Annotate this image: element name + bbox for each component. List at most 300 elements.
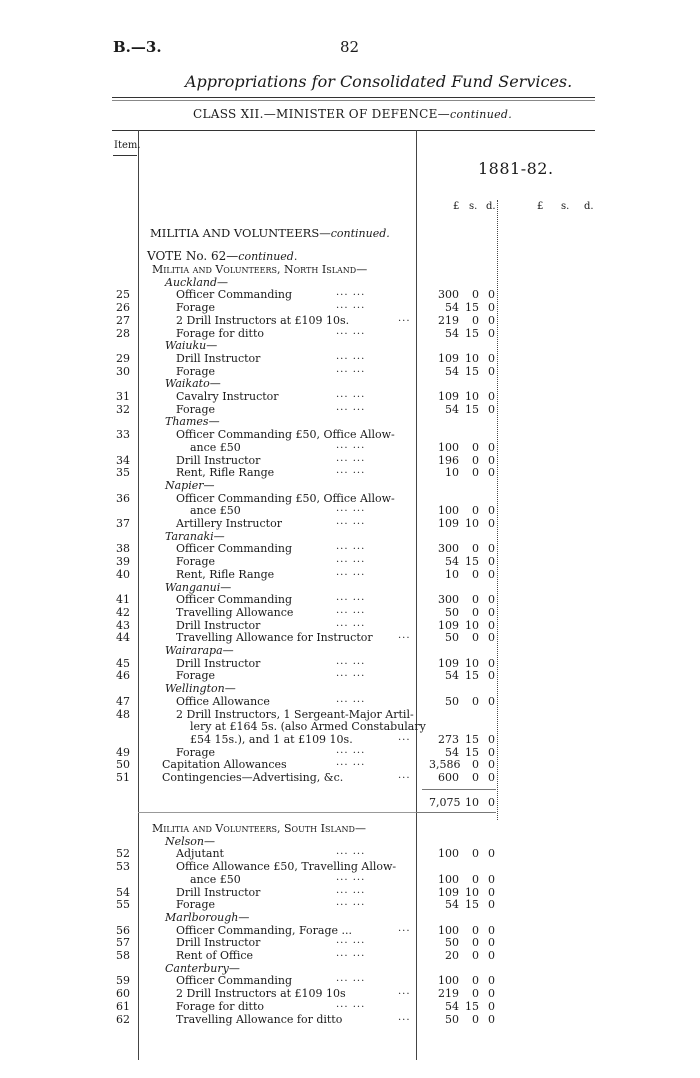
amount <box>420 987 495 1000</box>
item-description: Forage <box>176 555 216 569</box>
amount-shillings: 15 <box>465 364 479 378</box>
leader-dots: ... ... <box>336 948 366 959</box>
leader-dots: ... ... <box>336 503 366 515</box>
amount-pence: 0 <box>488 732 495 746</box>
item-description: Capitation Allowances <box>162 758 287 772</box>
subheading: Waiuku— <box>165 339 218 353</box>
leader-dots: ... ... <box>336 973 366 985</box>
leader-dots: ... ... <box>336 617 366 629</box>
amount-pounds: 54 <box>445 301 459 315</box>
amount <box>420 657 495 670</box>
item-number: 46 <box>116 669 130 683</box>
page-title: Appropriations for Consolidated Fund Services. <box>185 72 573 91</box>
item-description: Forage <box>176 402 216 416</box>
amount <box>420 301 495 314</box>
item-number: 33 <box>116 428 130 442</box>
item-description: Drill Instructor <box>176 885 261 899</box>
item-number: 56 <box>116 923 130 937</box>
currency-pounds: £ <box>453 201 460 212</box>
leader-dots: ... ... <box>336 846 366 858</box>
amount-pence: 0 <box>488 555 495 569</box>
item-description: Officer Commanding £50, Office Allow- <box>176 428 395 442</box>
amount-pence: 0 <box>488 466 495 480</box>
leader-dots: ... ... <box>336 566 366 578</box>
amount-shillings: 15 <box>465 402 479 416</box>
leader-dots: ... <box>398 770 411 781</box>
amount-pounds: 109 <box>438 517 459 530</box>
leader-dots: ... ... <box>336 655 366 667</box>
leader-dots: ... ... <box>336 401 366 413</box>
subheading: Wanganui— <box>165 580 232 594</box>
amount-pounds: 54 <box>445 364 459 378</box>
amount-pounds: 54 <box>445 745 459 759</box>
subheading: Militia and Volunteers, South Island— <box>152 822 366 835</box>
amount <box>420 886 495 899</box>
document-reference: B.—3. <box>113 38 162 56</box>
amount-pounds: 196 <box>438 453 459 467</box>
amount-pounds: 20 <box>445 949 459 962</box>
leader-dots: ... ... <box>336 465 366 477</box>
item-number: 42 <box>116 605 130 619</box>
class-heading: CLASS XII.—MINISTER OF DEFENCE—continued. <box>193 107 513 121</box>
subheading: Nelson— <box>165 834 216 848</box>
amount-shillings: 15 <box>465 732 479 746</box>
item-number: 61 <box>116 999 130 1013</box>
item-description: Drill Instructor <box>176 351 261 365</box>
amount-shillings: 15 <box>465 745 479 759</box>
item-number: 58 <box>116 949 130 962</box>
amount <box>420 327 495 340</box>
amount-shillings: 10 <box>465 517 479 530</box>
subheading: Auckland— <box>165 275 229 289</box>
leader-dots: ... ... <box>336 668 366 680</box>
amount <box>420 771 495 784</box>
leader-dots: ... ... <box>336 935 366 947</box>
leader-dots: ... ... <box>336 604 366 616</box>
item-number: 55 <box>116 898 130 912</box>
title-rule <box>112 97 595 98</box>
amount-shillings: 0 <box>472 631 479 645</box>
amount-pounds: 50 <box>445 605 459 619</box>
amount-pence: 0 <box>488 936 495 950</box>
amount-pounds: 300 <box>438 542 459 556</box>
amount-pence: 0 <box>488 872 495 886</box>
amount-shillings: 0 <box>472 466 479 480</box>
amount-pence: 0 <box>488 593 495 607</box>
amount-pounds: 10 <box>445 466 459 480</box>
amount <box>420 517 495 530</box>
amount <box>420 631 495 644</box>
leader-dots: ... ... <box>336 693 366 705</box>
item-description: Officer Commanding <box>176 974 293 988</box>
amount-pence: 0 <box>488 402 495 416</box>
amount-pounds: 100 <box>438 504 459 518</box>
leader-dots: ... ... <box>336 439 366 451</box>
subheading: Marlborough— <box>165 910 250 924</box>
item-number: 59 <box>116 974 130 988</box>
amount-pence: 0 <box>488 618 495 632</box>
leader-dots: ... ... <box>336 452 366 464</box>
leader-dots: ... ... <box>336 325 366 337</box>
amount-shillings: 0 <box>472 987 479 1001</box>
amount-shillings: 0 <box>472 1012 479 1026</box>
amount-pounds: 273 <box>438 732 459 746</box>
leader-dots: ... ... <box>336 592 366 604</box>
page-number: 82 <box>340 38 360 56</box>
item-description: Forage <box>176 745 216 759</box>
amount-pence: 0 <box>488 351 495 365</box>
item-description: Travelling Allowance for Instructor <box>176 631 373 645</box>
item-description: Forage <box>176 301 216 315</box>
amount-pence: 0 <box>488 885 495 899</box>
leader-dots: ... ... <box>336 744 366 756</box>
currency-shillings-2: s. <box>561 201 570 212</box>
amount <box>420 504 495 517</box>
amount-pounds: 109 <box>438 351 459 365</box>
amount-pounds: 300 <box>438 288 459 302</box>
amount-pence: 0 <box>488 745 495 759</box>
amount-pence: 0 <box>488 517 495 530</box>
item-number: 51 <box>116 771 130 784</box>
item-description: Forage <box>176 669 216 683</box>
amount <box>420 924 495 937</box>
amount-pounds: 109 <box>438 618 459 632</box>
item-description: Office Allowance £50, Travelling Allow- <box>176 860 397 874</box>
item-description: Officer Commanding <box>176 593 293 607</box>
item-description: Drill Instructor <box>176 656 261 670</box>
amount-pence: 0 <box>488 694 495 708</box>
amount-pounds: 54 <box>445 898 459 912</box>
amount-pence: 0 <box>488 453 495 467</box>
amount-shillings: 0 <box>472 453 479 467</box>
item-description: Forage <box>176 898 216 912</box>
amount-shillings: 15 <box>465 301 479 315</box>
amount-shillings: 15 <box>465 898 479 912</box>
amount-shillings: 0 <box>472 758 479 772</box>
leader-dots: ... ... <box>336 897 366 909</box>
amount-pounds: 50 <box>445 694 459 708</box>
amount-pounds: 100 <box>438 974 459 988</box>
amount <box>420 758 495 771</box>
leader-dots: ... ... <box>336 363 366 375</box>
amount-pounds: 54 <box>445 669 459 683</box>
amount <box>420 555 495 568</box>
item-number: 26 <box>116 301 130 315</box>
amount <box>420 403 495 416</box>
currency-pounds-2: £ <box>537 201 544 212</box>
amount <box>420 746 495 759</box>
amount-pounds: 100 <box>438 923 459 937</box>
subheading: Wairarapa— <box>165 644 234 657</box>
item-description: Contingencies—Advertising, &c. <box>162 771 344 784</box>
amount-shillings: 0 <box>472 923 479 937</box>
amount-pence: 0 <box>488 605 495 619</box>
amount <box>420 974 495 987</box>
amount-pence: 0 <box>488 364 495 378</box>
amount-column-rule-right <box>497 200 498 820</box>
amount-shillings: 10 <box>465 390 479 403</box>
amount <box>420 936 495 949</box>
section-divider <box>138 812 416 813</box>
leader-dots: ... ... <box>336 516 366 527</box>
item-column-header: Item. <box>114 140 141 151</box>
item-number: 43 <box>116 618 130 632</box>
leader-dots: ... ... <box>336 554 366 566</box>
amount-shillings: 0 <box>472 949 479 962</box>
amount <box>420 1000 495 1013</box>
amount <box>420 873 495 886</box>
amount-pounds: 54 <box>445 402 459 416</box>
amount-pounds: 219 <box>438 987 459 1001</box>
amount-shillings: 0 <box>472 542 479 556</box>
amount-shillings: 15 <box>465 669 479 683</box>
item-description: 2 Drill Instructors, 1 Sergeant-Major Artil- <box>176 707 414 721</box>
subheading: Napier— <box>165 478 215 492</box>
item-description: Drill Instructor <box>176 936 261 950</box>
subheading: Wellington— <box>165 682 236 696</box>
leader-dots: ... ... <box>336 998 366 1010</box>
amount-shillings: 0 <box>472 605 479 619</box>
item-description: Rent, Rifle Range <box>176 466 275 480</box>
item-number: 54 <box>116 885 130 899</box>
leader-dots: ... <box>398 1011 411 1023</box>
amount-shillings: 15 <box>465 326 479 340</box>
leader-dots: ... ... <box>336 389 366 400</box>
amount <box>420 365 495 378</box>
item-description: 2 Drill Instructors at £109 10s <box>176 987 346 1001</box>
total-north-island: 7,075 10 0 <box>429 796 495 809</box>
item-number: 60 <box>116 987 130 1001</box>
currency-shillings: s. <box>469 201 478 212</box>
amount-shillings: 0 <box>472 567 479 581</box>
item-description: Officer Commanding, Forage ... <box>176 923 353 937</box>
item-description: £54 15s.), and 1 at £109 10s. <box>190 732 353 746</box>
leader-dots: ... ... <box>336 757 366 769</box>
item-description: 2 Drill Instructors at £109 10s. <box>176 313 350 327</box>
leader-dots: ... <box>398 312 411 324</box>
item-description: ance £50 <box>190 872 241 886</box>
amount <box>420 847 495 860</box>
leader-dots: ... ... <box>336 300 366 312</box>
amount-column-rule <box>416 130 417 1060</box>
amount-pounds: 54 <box>445 326 459 340</box>
amount <box>420 669 495 682</box>
item-description: Artillery Instructor <box>176 517 282 530</box>
amount <box>420 606 495 619</box>
amount-pence: 0 <box>488 542 495 556</box>
item-number: 30 <box>116 364 130 378</box>
total-rule <box>422 789 496 790</box>
leader-dots: ... ... <box>336 871 366 883</box>
item-description: Office Allowance <box>176 694 270 708</box>
subheading: Canterbury— <box>165 961 240 975</box>
amount <box>420 441 495 454</box>
amount <box>420 542 495 555</box>
amount <box>420 619 495 632</box>
item-description: Travelling Allowance <box>176 605 294 619</box>
amount-pence: 0 <box>488 631 495 645</box>
item-description: Drill Instructor <box>176 618 261 632</box>
amount-pence: 0 <box>488 987 495 1001</box>
subheading: Waikato— <box>165 377 221 391</box>
item-description: Officer Commanding £50, Office Allow- <box>176 491 395 505</box>
item-description: Officer Commanding <box>176 542 293 556</box>
item-description: Travelling Allowance for ditto <box>176 1012 343 1026</box>
item-number: 32 <box>116 402 130 416</box>
amount-shillings: 0 <box>472 872 479 886</box>
item-number: 38 <box>116 542 130 556</box>
amount <box>420 288 495 301</box>
amount-shillings: 0 <box>472 974 479 988</box>
item-number: 28 <box>116 326 130 340</box>
amount <box>420 454 495 467</box>
item-header-underline <box>113 155 137 156</box>
amount-shillings: 0 <box>472 771 479 784</box>
item-description: Officer Commanding <box>176 288 293 302</box>
amount-shillings: 15 <box>465 999 479 1013</box>
amount-pounds: 50 <box>445 936 459 950</box>
amount-pence: 0 <box>488 504 495 518</box>
leader-dots: ... <box>398 731 411 743</box>
amount-shillings: 10 <box>465 656 479 670</box>
item-number: 31 <box>116 390 130 403</box>
amount-shillings: 0 <box>472 288 479 302</box>
item-description: lery at £164 5s. (also Armed Constabulary <box>190 720 426 734</box>
amount-pence: 0 <box>488 390 495 403</box>
amount-pounds: 100 <box>438 847 459 861</box>
amount <box>420 695 495 708</box>
amount-pence: 0 <box>488 656 495 670</box>
item-description: Rent of Office <box>176 949 254 962</box>
leader-dots: ... ... <box>336 884 366 896</box>
item-number: 45 <box>116 656 130 670</box>
subheading: Militia and Volunteers, North Island— <box>152 263 368 276</box>
item-number: 50 <box>116 758 130 772</box>
amount-shillings: 15 <box>465 555 479 569</box>
item-number: 39 <box>116 555 130 569</box>
subheading: Taranaki— <box>165 529 225 543</box>
item-description: Forage <box>176 364 216 378</box>
amount-shillings: 0 <box>472 847 479 861</box>
amount <box>420 593 495 606</box>
item-number: 34 <box>116 453 130 467</box>
item-description: ance £50 <box>190 504 241 518</box>
item-number: 27 <box>116 313 130 327</box>
amount-pence: 0 <box>488 999 495 1013</box>
title-rule-2 <box>112 100 595 101</box>
amount-pounds: 54 <box>445 999 459 1013</box>
amount-pence: 0 <box>488 567 495 581</box>
amount-pounds: 600 <box>438 771 459 784</box>
amount-pence: 0 <box>488 1012 495 1026</box>
item-number: 41 <box>116 593 130 607</box>
amount-pence: 0 <box>488 949 495 962</box>
amount-pounds: 300 <box>438 593 459 607</box>
amount-pence: 0 <box>488 923 495 937</box>
amount-shillings: 0 <box>472 440 479 454</box>
amount-pounds: 54 <box>445 555 459 569</box>
amount-pounds: 100 <box>438 440 459 454</box>
amount-pounds: 50 <box>445 631 459 645</box>
amount-pence: 0 <box>488 326 495 340</box>
item-column-rule <box>138 130 139 1060</box>
item-number: 35 <box>116 466 130 480</box>
amount-shillings: 0 <box>472 593 479 607</box>
item-number: 49 <box>116 745 130 759</box>
leader-dots: ... <box>398 922 411 934</box>
total-rule-bottom <box>416 812 496 813</box>
item-number: 62 <box>116 1012 130 1026</box>
amount-shillings: 10 <box>465 351 479 365</box>
item-number: 53 <box>116 860 130 874</box>
item-number: 48 <box>116 707 130 721</box>
amount <box>420 898 495 911</box>
leader-dots: ... ... <box>336 541 366 553</box>
amount <box>420 568 495 581</box>
amount <box>420 390 495 403</box>
amount <box>420 466 495 479</box>
year-header: 1881-82. <box>478 159 554 178</box>
amount-pounds: 3,586 <box>429 758 461 772</box>
amount-pence: 0 <box>488 313 495 327</box>
amount-shillings: 0 <box>472 504 479 518</box>
item-number: 57 <box>116 936 130 950</box>
amount-pence: 0 <box>488 440 495 454</box>
amount-pence: 0 <box>488 771 495 784</box>
item-description: ance £50 <box>190 440 241 454</box>
item-description: Drill Instructor <box>176 453 261 467</box>
leader-dots: ... ... <box>336 287 366 299</box>
item-number: 37 <box>116 517 130 530</box>
item-number: 52 <box>116 847 130 861</box>
amount-pounds: 50 <box>445 1012 459 1026</box>
currency-pence: d. <box>486 201 496 212</box>
item-number: 29 <box>116 351 130 365</box>
item-number: 47 <box>116 694 130 708</box>
leader-dots: ... <box>398 986 411 998</box>
item-description: Forage for ditto <box>176 326 264 340</box>
subheading: Thames— <box>165 415 220 429</box>
amount-pence: 0 <box>488 974 495 988</box>
amount-shillings: 0 <box>472 313 479 327</box>
amount-pence: 0 <box>488 847 495 861</box>
item-description: Adjutant <box>176 847 224 861</box>
amount-pence: 0 <box>488 758 495 772</box>
amount <box>420 352 495 365</box>
amount-pence: 0 <box>488 288 495 302</box>
amount <box>420 314 495 327</box>
amount-shillings: 0 <box>472 694 479 708</box>
amount <box>420 949 495 962</box>
amount <box>420 733 495 746</box>
amount-pounds: 219 <box>438 313 459 327</box>
item-number: 25 <box>116 288 130 302</box>
amount-pence: 0 <box>488 301 495 315</box>
amount-pounds: 109 <box>438 656 459 670</box>
item-description: Forage for ditto <box>176 999 264 1013</box>
amount-shillings: 10 <box>465 885 479 899</box>
amount-pounds: 109 <box>438 885 459 899</box>
amount <box>420 1013 495 1026</box>
amount-pence: 0 <box>488 898 495 912</box>
amount-shillings: 0 <box>472 936 479 950</box>
item-number: 36 <box>116 491 130 505</box>
table-top-rule <box>112 130 595 131</box>
amount-pounds: 10 <box>445 567 459 581</box>
currency-pence-2: d. <box>584 201 594 212</box>
amount-pounds: 100 <box>438 872 459 886</box>
leader-dots: ... ... <box>336 350 366 362</box>
